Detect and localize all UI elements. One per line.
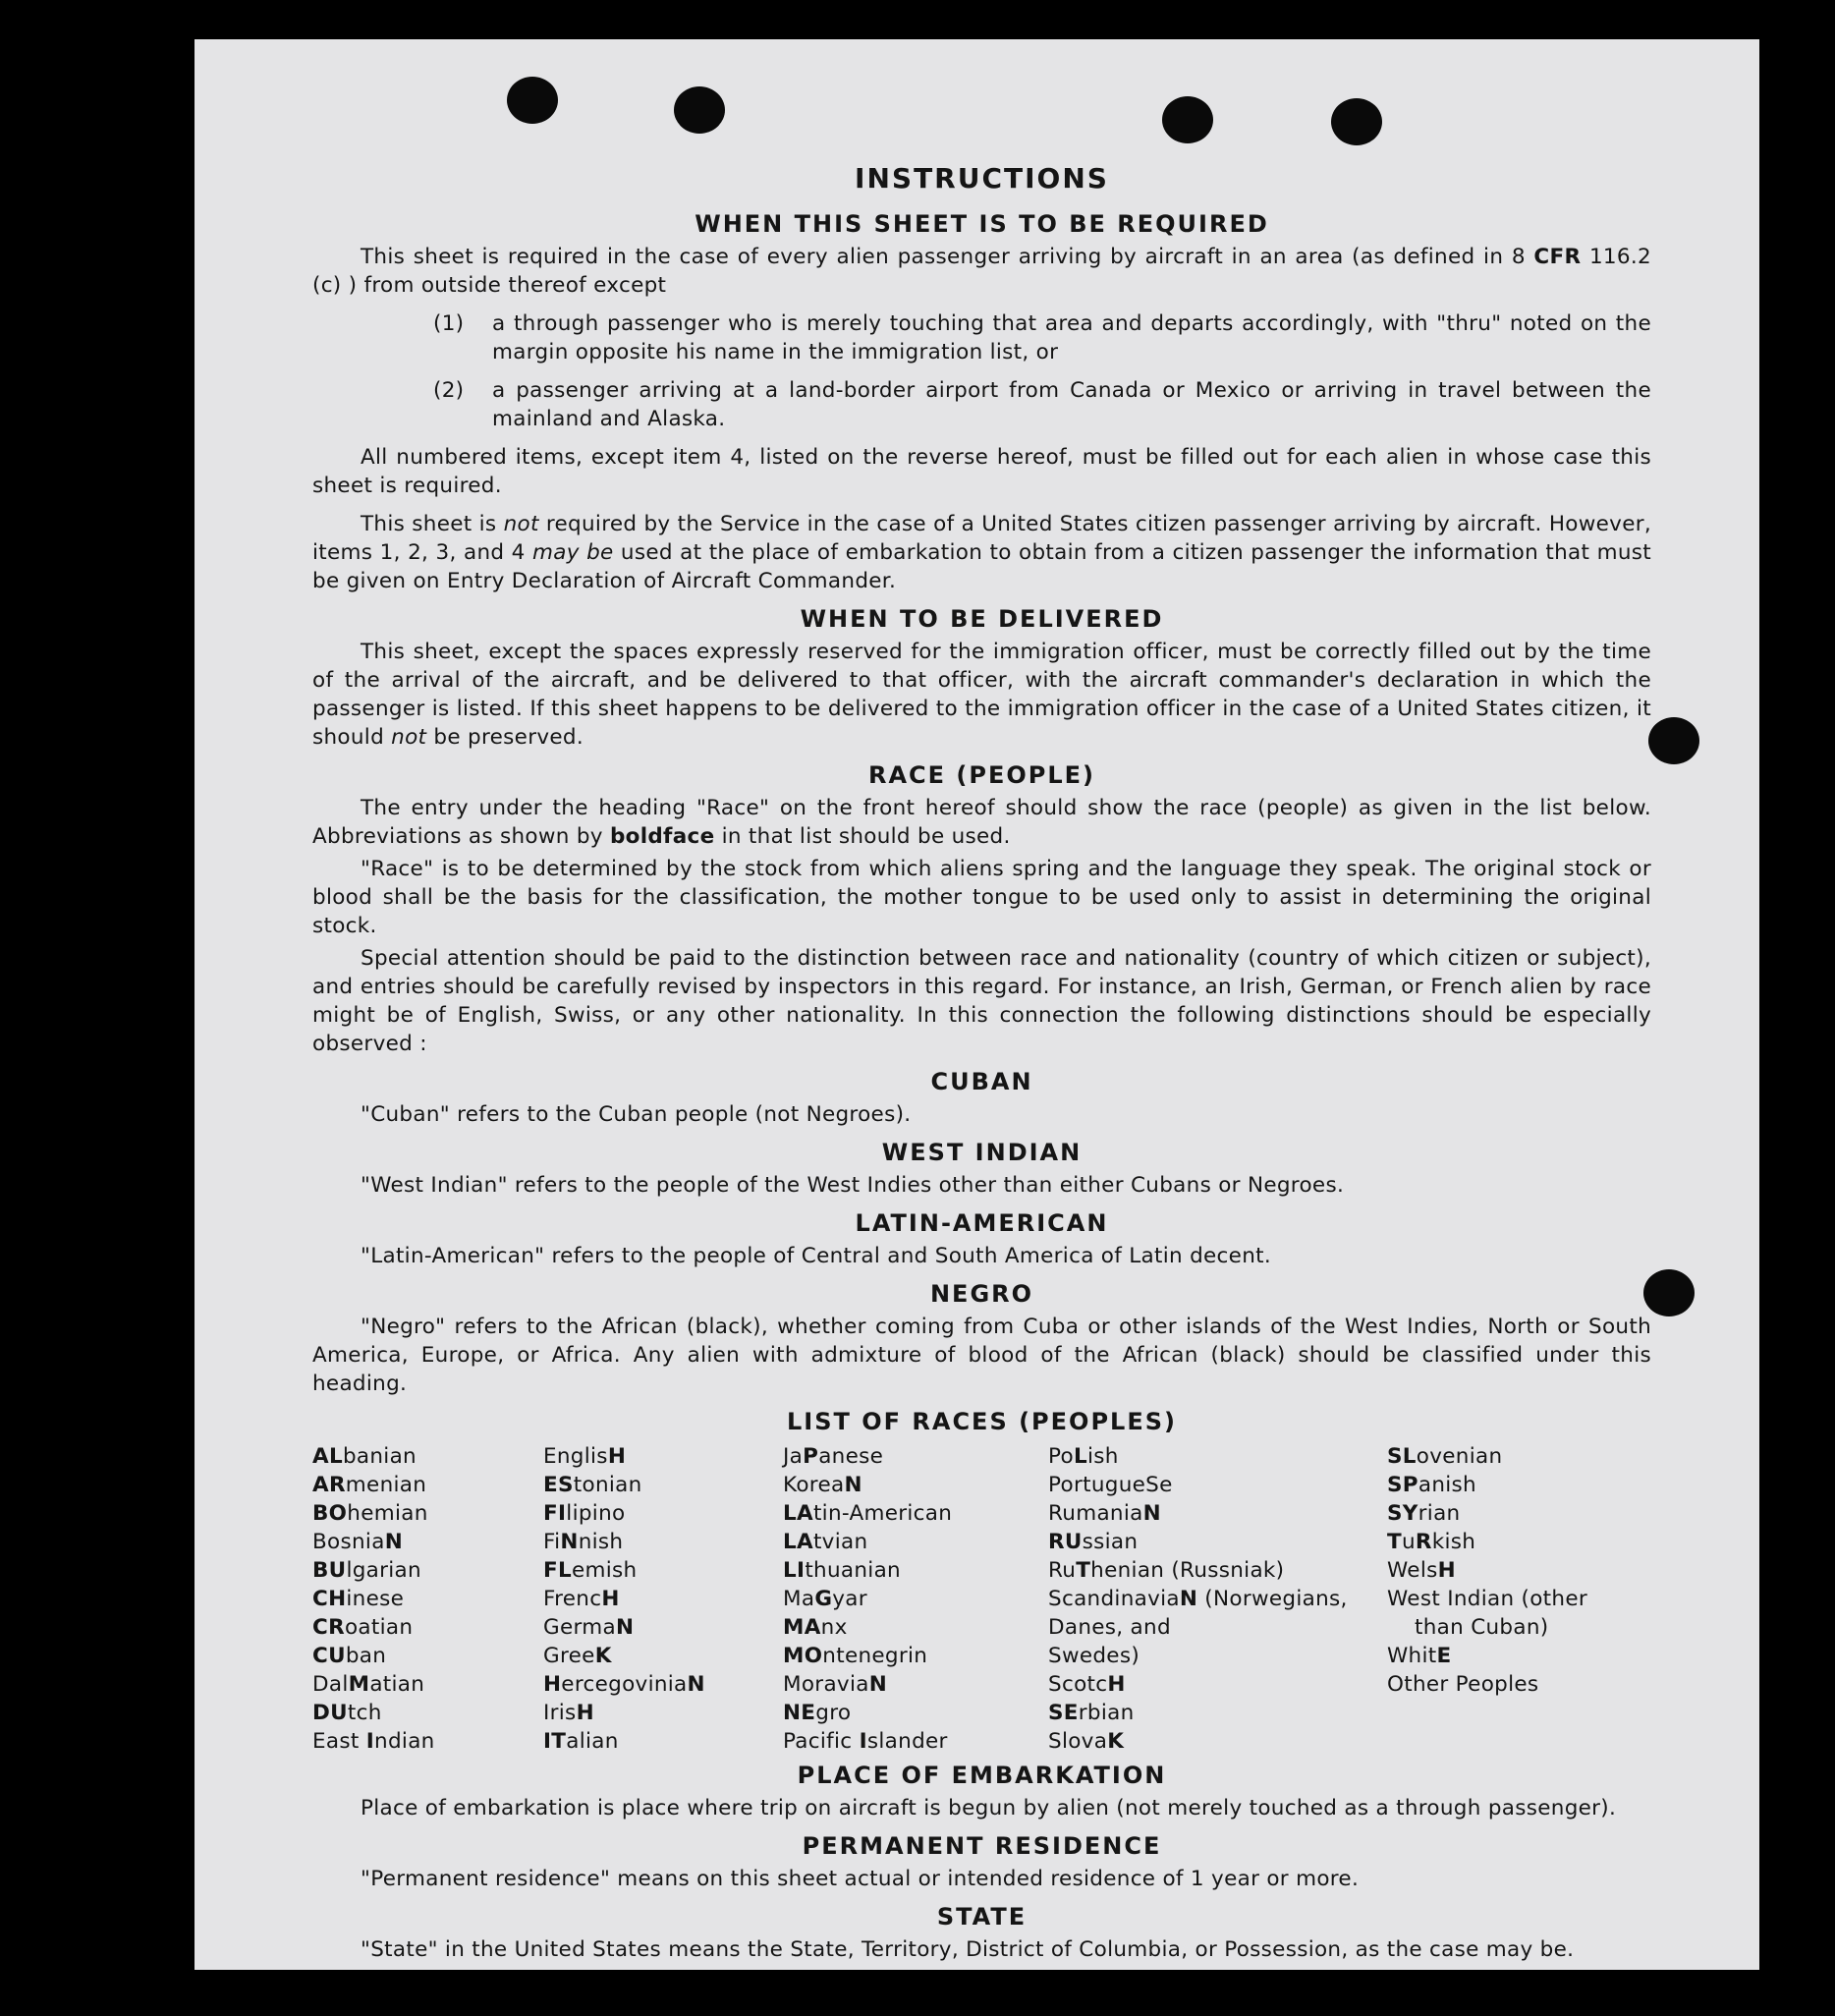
section-heading: WEST INDIAN bbox=[881, 1139, 1083, 1166]
paragraph: This sheet is not required by the Service in the case of a United States citizen passenger arriving by aircraft. However, items 1, 2, 3, and 4 may be used at the place of embarkation to obtain from a citizen passenger the information that must be given on Entry Declaration of Aircraft Commander. bbox=[312, 512, 1652, 593]
race-entry: WelsH bbox=[1387, 1558, 1456, 1583]
race-entry: FIlipino bbox=[543, 1501, 626, 1526]
definition: "West Indian" refers to the people of the West Indies other than either Cubans or Negroes. bbox=[361, 1173, 1345, 1198]
race-entry: GreeK bbox=[543, 1644, 612, 1668]
race-entry: SLovenian bbox=[1387, 1444, 1503, 1469]
race-entry: Pacific Islander bbox=[783, 1729, 948, 1754]
race-entry: EnglisH bbox=[543, 1444, 627, 1469]
section-heading: WHEN THIS SHEET IS TO BE REQUIRED bbox=[695, 210, 1269, 238]
race-list bbox=[312, 1442, 1651, 1756]
race-column bbox=[1387, 1442, 1642, 1756]
race-entry: BosniaN bbox=[312, 1530, 403, 1554]
paragraph: This sheet is required in the case of every alien passenger arriving by aircraft in an area (as defined in 8 CFR 116.2 (c) ) from outside thereof except bbox=[312, 245, 1651, 298]
race-entry: HercegoviniaN bbox=[543, 1672, 705, 1697]
instructions-content bbox=[312, 164, 1651, 1974]
race-entry: RUssian bbox=[1048, 1530, 1139, 1554]
race-entry: NEgro bbox=[783, 1701, 852, 1725]
race-entry: MOntenegrin bbox=[783, 1644, 928, 1668]
definition: "Permanent residence" means on this sheet actual or intended residence of 1 year or more. bbox=[361, 1867, 1360, 1891]
race-entry: ITalian bbox=[543, 1729, 619, 1754]
definition: "State" in the United States means the State, Territory, District of Columbia, or Possession, as the case may be. bbox=[361, 1937, 1575, 1962]
punch-hole bbox=[1162, 96, 1213, 143]
race-entry: BOhemian bbox=[312, 1501, 428, 1526]
race-entry: SlovaK bbox=[1048, 1729, 1125, 1754]
paragraph: "Race" is to be determined by the stock from which aliens spring and the language they speak. The original stock or blood shall be the basis for the classification, the mother tongue to be used only to assist in determining the original stock. bbox=[312, 857, 1651, 938]
race-entry: RuThenian (Russniak) bbox=[1048, 1558, 1285, 1583]
section-heading: CUBAN bbox=[930, 1068, 1033, 1095]
section-heading: NEGRO bbox=[929, 1280, 1034, 1308]
race-entry: WhitE bbox=[1387, 1644, 1452, 1668]
race-entry: JaPanese bbox=[783, 1444, 884, 1469]
page-title: INSTRUCTIONS bbox=[855, 162, 1109, 195]
race-entry: West Indian (other bbox=[1387, 1587, 1587, 1611]
race-column bbox=[1048, 1442, 1387, 1756]
definition: "Latin-American" refers to the people of Central and South America of Latin decent. bbox=[361, 1244, 1271, 1268]
race-entry: MAnx bbox=[783, 1615, 848, 1640]
race-entry: PoLish bbox=[1048, 1444, 1119, 1469]
paragraph: All numbered items, except item 4, listed on the reverse hereof, must be filled out for each alien in whose case this sheet is required. bbox=[312, 445, 1651, 498]
race-entry: ScotcH bbox=[1048, 1672, 1126, 1697]
race-entry: FLemish bbox=[543, 1558, 638, 1583]
race-entry: Swedes) bbox=[1048, 1644, 1140, 1668]
race-entry: MaGyar bbox=[783, 1587, 867, 1611]
race-entry: CUban bbox=[312, 1644, 387, 1668]
definition: Place of embarkation is place where trip on aircraft is begun by alien (not merely touched as a through passenger). bbox=[361, 1796, 1617, 1820]
race-entry: Other Peoples bbox=[1387, 1672, 1539, 1697]
paragraph: The entry under the heading "Race" on the front hereof should show the race (people) as given in the list below. Abbreviations as shown by boldface in that list should be used. bbox=[312, 796, 1651, 849]
race-entry: LAtvian bbox=[783, 1530, 868, 1554]
race-entry: TuRkish bbox=[1387, 1530, 1476, 1554]
race-entry: than Cuban) bbox=[1415, 1615, 1549, 1640]
paragraph: This sheet, except the spaces expressly reserved for the immigration officer, must be correctly filled out by the time of the arrival of the aircraft, and be delivered to that officer, with the aircraft commander's declaration in which the passenger is listed. If this sheet happens to be delivered to the immigration officer in the case of a United States citizen, it should not be preserved. bbox=[312, 640, 1651, 750]
race-entry: MoraviaN bbox=[783, 1672, 887, 1697]
document-sheet bbox=[195, 39, 1759, 1970]
race-entry: Danes, and bbox=[1048, 1615, 1171, 1640]
exception-item: (1) a through passenger who is merely touching that area and departs accordingly, with "thru" noted on the margin opposite his name in the immigration list, or bbox=[433, 311, 1651, 364]
section-heading: RACE (PEOPLE) bbox=[867, 761, 1096, 789]
punch-hole bbox=[1648, 717, 1699, 764]
race-column bbox=[783, 1442, 1048, 1756]
section-heading: WHEN TO BE DELIVERED bbox=[800, 605, 1164, 633]
race-entry: GermaN bbox=[543, 1615, 635, 1640]
section-heading: STATE bbox=[936, 1903, 1028, 1931]
race-entry: CHinese bbox=[312, 1587, 405, 1611]
race-column bbox=[543, 1442, 783, 1756]
race-entry: SErbian bbox=[1048, 1701, 1135, 1725]
race-column bbox=[312, 1442, 543, 1756]
paragraph: Special attention should be paid to the distinction between race and nationality (country of which citizen or subject), and entries should be carefully revised by inspectors in this regard. For instance, an Irish, German, or French alien by race might be of English, Swiss, or any other nationality. In this connection the following distinctions should be especially observed : bbox=[312, 946, 1651, 1056]
section-heading: LIST OF RACES (PEOPLES) bbox=[787, 1408, 1177, 1435]
section-heading: PERMANENT RESIDENCE bbox=[802, 1832, 1162, 1860]
punch-hole bbox=[1331, 98, 1382, 145]
punch-hole bbox=[507, 77, 558, 124]
exception-item: (2) a passenger arriving at a land-border airport from Canada or Mexico or arriving in travel between the mainland and Alaska. bbox=[433, 378, 1651, 431]
race-entry: LAtin-American bbox=[783, 1501, 953, 1526]
race-entry: LIthuanian bbox=[783, 1558, 901, 1583]
race-entry: EStonian bbox=[543, 1473, 642, 1497]
race-entry: BUlgarian bbox=[312, 1558, 421, 1583]
definition: "Negro" refers to the African (black), whether coming from Cuba or other islands of the West Indies, North or South America, Europe, or Africa. Any alien with admixture of blood of the African (black) should be classified under this heading. bbox=[312, 1315, 1651, 1396]
race-entry: DalMatian bbox=[312, 1672, 425, 1697]
race-entry: SYrian bbox=[1387, 1501, 1461, 1526]
race-entry: FiNnish bbox=[543, 1530, 624, 1554]
race-entry: ALbanian bbox=[312, 1444, 417, 1469]
race-entry: KoreaN bbox=[783, 1473, 862, 1497]
section-heading: LATIN-AMERICAN bbox=[855, 1209, 1109, 1237]
race-entry: East Indian bbox=[312, 1729, 435, 1754]
punch-hole bbox=[674, 86, 725, 134]
definition: "Cuban" refers to the Cuban people (not Negroes). bbox=[361, 1102, 912, 1127]
race-entry: RumaniaN bbox=[1048, 1501, 1161, 1526]
race-entry: IrisH bbox=[543, 1701, 594, 1725]
race-entry: CRoatian bbox=[312, 1615, 414, 1640]
race-entry: SPanish bbox=[1387, 1473, 1476, 1497]
race-entry: ScandinaviaN (Norwegians, bbox=[1048, 1587, 1348, 1611]
race-entry: DUtch bbox=[312, 1701, 382, 1725]
race-entry: ARmenian bbox=[312, 1473, 427, 1497]
race-entry: FrencH bbox=[543, 1587, 620, 1611]
race-entry: PortugueSe bbox=[1048, 1473, 1173, 1497]
section-heading: PLACE OF EMBARKATION bbox=[797, 1762, 1167, 1789]
